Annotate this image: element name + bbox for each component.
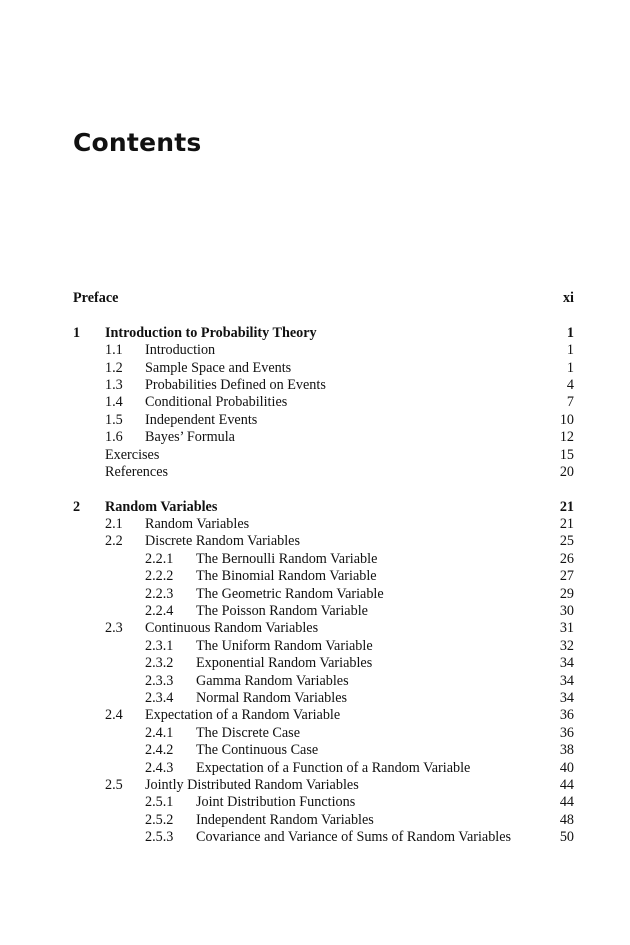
toc-entry-number: 2.2 (105, 533, 123, 550)
toc-entry-page: 1 (566, 342, 574, 359)
toc-entry-number: 2.2.1 (145, 550, 174, 567)
toc-entry-page: 7 (566, 394, 574, 411)
toc-entry-number: 1.5 (105, 411, 123, 428)
toc-entry-2-1[interactable] (73, 516, 574, 533)
toc-entry-references[interactable] (73, 464, 574, 481)
toc-entry-page: 25 (559, 533, 574, 550)
toc-entry-label: The Discrete Case (196, 724, 300, 741)
toc-entry-label: Independent Events (145, 411, 258, 428)
toc-entry-1-5[interactable] (73, 412, 574, 429)
toc-entry-page: 1 (566, 359, 574, 376)
toc-entry-page: 34 (559, 672, 574, 689)
toc-entry-2-5-3[interactable] (73, 829, 574, 846)
toc-entry-label: Random Variables (145, 516, 250, 533)
toc-entry-number: 1.4 (105, 394, 123, 411)
chapter-number: 2 (73, 498, 81, 515)
toc-entry-page: 10 (559, 411, 574, 428)
toc-entry-page: 31 (559, 620, 574, 637)
chapter-number: 1 (73, 324, 81, 341)
table-of-contents (73, 290, 574, 847)
toc-entry-2-5-2[interactable] (73, 812, 574, 829)
toc-entry-number: 2.5.2 (145, 811, 174, 828)
toc-entry-page: 15 (559, 446, 574, 463)
toc-entry-2-2-3[interactable] (73, 586, 574, 603)
toc-entry-2-4[interactable] (73, 707, 574, 724)
toc-entry-page: 32 (559, 637, 574, 654)
toc-entry-number: 1.3 (105, 376, 123, 393)
page-title: Contents (73, 128, 202, 157)
chapter-page: 1 (566, 324, 574, 341)
toc-entry-page: xi (562, 290, 574, 306)
toc-entry-label: The Poisson Random Variable (196, 603, 368, 620)
toc-entry-2-3-2[interactable] (73, 655, 574, 672)
toc-entry-label: Jointly Distributed Random Variables (145, 776, 359, 793)
toc-entry-number: 2.1 (105, 516, 123, 533)
toc-entry-number: 2.5.1 (145, 794, 174, 811)
toc-entry-2-2-2[interactable] (73, 568, 574, 585)
toc-entry-label: Preface (73, 290, 119, 306)
toc-entry-number: 2.4.2 (145, 742, 174, 759)
toc-entry-number: 2.2.3 (145, 585, 174, 602)
toc-entry-exercises[interactable] (73, 447, 574, 464)
chapter-page: 21 (559, 498, 574, 515)
toc-entry-page: 20 (559, 463, 574, 480)
toc-entry-page: 30 (559, 603, 574, 620)
chapter-title: Introduction to Probability Theory (105, 324, 317, 341)
toc-entry-2-5[interactable] (73, 777, 574, 794)
toc-entry-label: Gamma Random Variables (196, 672, 349, 689)
toc-entry-number: 2.5.3 (145, 829, 174, 846)
toc-entry-1-1[interactable] (73, 342, 574, 359)
toc-entry-page: 27 (559, 568, 574, 585)
toc-entry-page: 38 (559, 742, 574, 759)
toc-entry-number: 1.6 (105, 429, 123, 446)
toc-entry-number: 1.2 (105, 359, 123, 376)
toc-entry-number: 2.3.2 (145, 655, 174, 672)
toc-entry-label: The Binomial Random Variable (196, 568, 377, 585)
toc-entry-label: References (105, 463, 169, 480)
toc-entry-2-5-1[interactable] (73, 794, 574, 811)
toc-entry-number: 2.3.1 (145, 637, 174, 654)
toc-entry-page: 48 (559, 811, 574, 828)
toc-entry-number: 2.2.4 (145, 603, 174, 620)
toc-spacer (73, 481, 574, 498)
toc-entry-1-3[interactable] (73, 377, 574, 394)
toc-entry-2-3-4[interactable] (73, 690, 574, 707)
toc-entry-label: Expectation of a Random Variable (145, 707, 341, 724)
toc-entry-page: 50 (559, 829, 574, 846)
toc-entry-page: 36 (559, 707, 574, 724)
toc-entry-label: Exercises (105, 446, 160, 463)
toc-entry-label: Independent Random Variables (196, 811, 374, 828)
toc-entry-label: Normal Random Variables (196, 689, 348, 706)
toc-entry-label: Expectation of a Function of a Random Variable (196, 759, 471, 776)
toc-entry-2-4-2[interactable] (73, 742, 574, 759)
toc-entry-2-3-1[interactable] (73, 638, 574, 655)
toc-entry-number: 2.4.3 (145, 759, 174, 776)
toc-entry-label: Bayes’ Formula (145, 429, 235, 446)
toc-entry-number: 1.1 (105, 342, 123, 359)
toc-entry-2-4-1[interactable] (73, 725, 574, 742)
toc-entry-2-2[interactable] (73, 533, 574, 550)
toc-entry-label: Exponential Random Variables (196, 655, 373, 672)
toc-entry-number: 2.4.1 (145, 724, 174, 741)
toc-entry-label: Joint Distribution Functions (196, 794, 356, 811)
toc-entry-1-2[interactable] (73, 360, 574, 377)
toc-entry-number: 2.5 (105, 776, 123, 793)
toc-entry-page: 34 (559, 655, 574, 672)
toc-entry-page: 44 (559, 794, 574, 811)
toc-entry-2-3[interactable] (73, 620, 574, 637)
toc-entry-page: 26 (559, 550, 574, 567)
toc-entry-page: 36 (559, 724, 574, 741)
toc-entry-page: 21 (559, 516, 574, 533)
toc-chapters (73, 325, 574, 847)
toc-entry-number: 2.3 (105, 620, 123, 637)
toc-entry-2-4-3[interactable] (73, 760, 574, 777)
toc-entry-number: 2.2.2 (145, 568, 174, 585)
toc-entry-label: The Uniform Random Variable (196, 637, 373, 654)
toc-entry-label: Probabilities Defined on Events (145, 376, 326, 393)
toc-entry-page: 44 (559, 776, 574, 793)
toc-chapter-2[interactable] (73, 499, 574, 516)
toc-entry-1-4[interactable] (73, 394, 574, 411)
toc-entry-number: 2.3.3 (145, 672, 174, 689)
toc-chapter-1[interactable] (73, 325, 574, 342)
toc-entry-label: Discrete Random Variables (145, 533, 300, 550)
toc-entry-page: 40 (559, 759, 574, 776)
toc-entry-label: Covariance and Variance of Sums of Random Variables (196, 829, 512, 846)
toc-entry-label: Continuous Random Variables (145, 620, 319, 637)
toc-entry-label: Conditional Probabilities (145, 394, 288, 411)
toc-entry-page: 34 (559, 689, 574, 706)
toc-entry-1-6[interactable] (73, 429, 574, 446)
toc-entry-label: The Geometric Random Variable (196, 585, 384, 602)
toc-entry-number: 2.4 (105, 707, 123, 724)
toc-entry-preface[interactable] (73, 290, 574, 307)
toc-entry-page: 29 (559, 585, 574, 602)
toc-entry-page: 12 (559, 429, 574, 446)
toc-entry-label: Introduction (145, 342, 216, 359)
toc-entry-page: 4 (566, 376, 574, 393)
toc-entry-2-2-1[interactable] (73, 551, 574, 568)
toc-entry-2-3-3[interactable] (73, 673, 574, 690)
toc-entry-number: 2.3.4 (145, 689, 174, 706)
toc-entry-label: The Bernoulli Random Variable (196, 550, 378, 567)
toc-entry-label: Sample Space and Events (145, 359, 292, 376)
toc-spacer (73, 307, 574, 324)
toc-entry-2-2-4[interactable] (73, 603, 574, 620)
chapter-title: Random Variables (105, 498, 218, 515)
toc-entry-label: The Continuous Case (196, 742, 319, 759)
